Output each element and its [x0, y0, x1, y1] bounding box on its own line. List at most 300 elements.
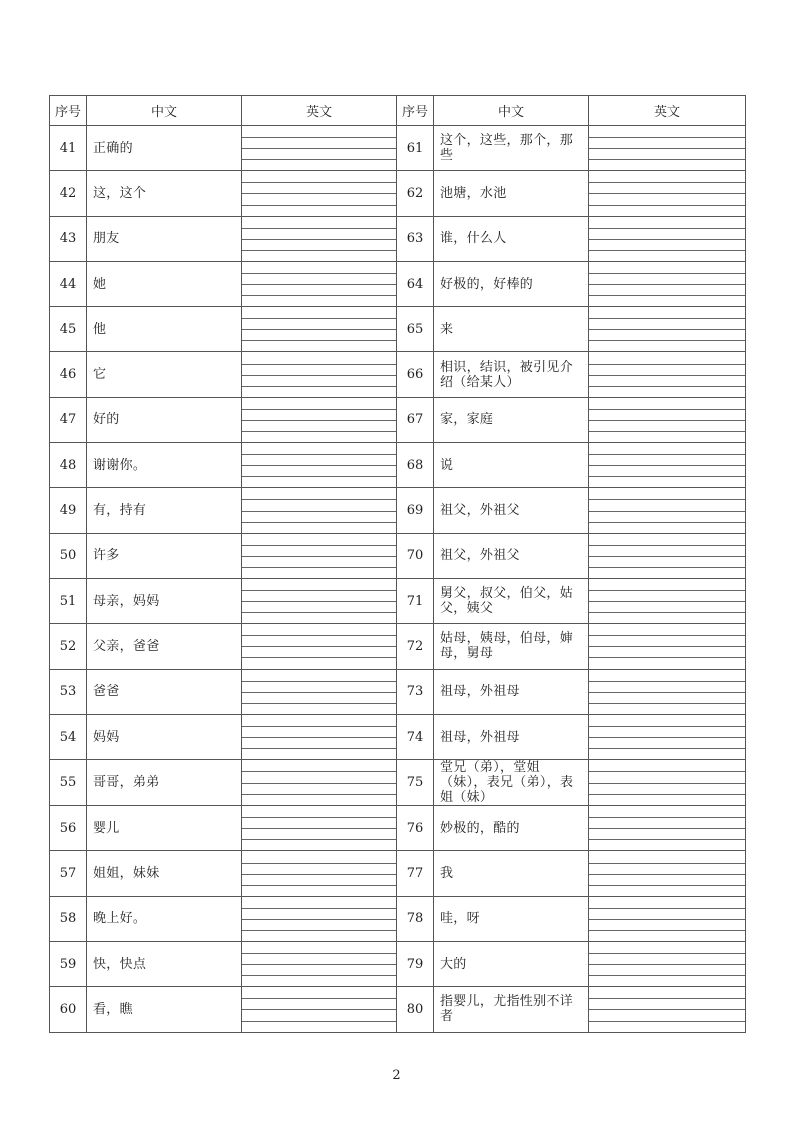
writing-lines: [242, 307, 396, 351]
writing-lines: [242, 897, 396, 941]
writing-lines: [242, 262, 396, 306]
entry-number: 74: [397, 714, 434, 759]
entry-english-blank[interactable]: [242, 714, 397, 759]
writing-line: [242, 431, 396, 432]
writing-line: [589, 703, 745, 704]
writing-line: [242, 953, 396, 954]
entry-english-blank[interactable]: [589, 443, 746, 488]
writing-line: [589, 386, 745, 387]
entry-chinese: 母亲，妈妈: [87, 578, 242, 623]
writing-lines: [242, 670, 396, 714]
entry-chinese: 哇，呀: [434, 896, 589, 941]
writing-line: [242, 590, 396, 591]
entry-english-blank[interactable]: [589, 352, 746, 397]
entry-number: 66: [397, 352, 434, 397]
writing-line: [242, 340, 396, 341]
writing-line: [589, 635, 745, 636]
table-row: [50, 578, 746, 623]
writing-lines: [242, 443, 396, 487]
writing-line: [589, 465, 745, 466]
writing-line: [242, 522, 396, 523]
entry-chinese: 他: [87, 307, 242, 352]
entry-english-blank[interactable]: [589, 216, 746, 261]
entry-chinese: 祖父，外祖父: [434, 533, 589, 578]
writing-line: [589, 919, 745, 920]
page-number: 2: [392, 1068, 401, 1083]
entry-english-blank[interactable]: [242, 987, 397, 1032]
entry-english-blank[interactable]: [242, 760, 397, 806]
writing-line: [589, 783, 745, 784]
writing-line: [589, 1021, 745, 1022]
writing-lines: [589, 217, 745, 261]
entry-chinese: 指婴儿，尤指性别不详者: [434, 987, 589, 1032]
writing-line: [242, 159, 396, 160]
writing-line: [242, 420, 396, 421]
writing-line: [242, 908, 396, 909]
writing-lines: [242, 534, 396, 578]
writing-line: [242, 239, 396, 240]
writing-line: [589, 409, 745, 410]
header-english-right: 英文: [589, 96, 746, 126]
writing-line: [589, 228, 745, 229]
entry-english-blank[interactable]: [589, 261, 746, 306]
writing-lines: [242, 488, 396, 532]
entry-number: 64: [397, 261, 434, 306]
entry-number: 62: [397, 171, 434, 216]
entry-number: 73: [397, 669, 434, 714]
entry-chinese: 相识，结识，被引见介绍（给某人）: [434, 352, 589, 397]
entry-number: 57: [50, 851, 87, 896]
entry-english-blank[interactable]: [242, 669, 397, 714]
header-chinese-left: 中文: [87, 96, 242, 126]
writing-line: [242, 748, 396, 749]
writing-lines: [589, 307, 745, 351]
table-row: [50, 806, 746, 851]
entry-english-blank[interactable]: [242, 261, 397, 306]
entry-chinese: 这个，这些，那个，那些: [434, 126, 589, 171]
vocabulary-table: [49, 95, 746, 1033]
table-row: [50, 126, 746, 171]
writing-line: [242, 601, 396, 602]
entry-english-blank[interactable]: [589, 714, 746, 759]
entry-chinese: 堂兄（弟），堂姐（妹），表兄（弟），表姐（妹）: [434, 760, 589, 806]
writing-lines: [242, 171, 396, 215]
writing-line: [589, 148, 745, 149]
writing-lines: [242, 126, 396, 170]
writing-line: [589, 863, 745, 864]
writing-line: [242, 454, 396, 455]
table-row: [50, 397, 746, 442]
table-row: [50, 624, 746, 669]
table-row: [50, 443, 746, 488]
header-number-left: 序号: [50, 96, 87, 126]
table-row: [50, 533, 746, 578]
writing-line: [242, 1009, 396, 1010]
table-row: [50, 171, 746, 216]
writing-line: [242, 465, 396, 466]
writing-line: [589, 657, 745, 658]
entry-english-blank[interactable]: [589, 669, 746, 714]
entry-chinese: 有，持有: [87, 488, 242, 533]
table-row: [50, 851, 746, 896]
entry-chinese: 晚上好。: [87, 896, 242, 941]
writing-lines: [589, 670, 745, 714]
entry-number: 77: [397, 851, 434, 896]
entry-chinese: 说: [434, 443, 589, 488]
writing-line: [589, 522, 745, 523]
entry-number: 42: [50, 171, 87, 216]
writing-line: [589, 250, 745, 251]
entry-chinese: 许多: [87, 533, 242, 578]
entry-english-blank[interactable]: [242, 488, 397, 533]
entry-chinese: 谁，什么人: [434, 216, 589, 261]
writing-line: [589, 885, 745, 886]
writing-line: [589, 839, 745, 840]
writing-line: [589, 340, 745, 341]
writing-line: [589, 726, 745, 727]
writing-line: [589, 375, 745, 376]
entry-number: 52: [50, 624, 87, 669]
table-row: [50, 488, 746, 533]
writing-line: [242, 137, 396, 138]
entry-number: 48: [50, 443, 87, 488]
writing-lines: [589, 488, 745, 532]
entry-chinese: 舅父，叔父，伯父，姑父，姨父: [434, 578, 589, 623]
entry-chinese: 朋友: [87, 216, 242, 261]
writing-line: [589, 318, 745, 319]
entry-number: 56: [50, 806, 87, 851]
writing-lines: [242, 398, 396, 442]
writing-line: [589, 295, 745, 296]
writing-line: [242, 567, 396, 568]
entry-chinese: 这，这个: [87, 171, 242, 216]
writing-line: [242, 737, 396, 738]
table-row: [50, 987, 746, 1032]
entry-chinese: 家，家庭: [434, 397, 589, 442]
entry-number: 79: [397, 942, 434, 987]
entry-number: 70: [397, 533, 434, 578]
table-row: [50, 942, 746, 987]
entry-english-blank[interactable]: [589, 624, 746, 669]
writing-line: [589, 205, 745, 206]
writing-lines: [242, 851, 396, 895]
entry-number: 49: [50, 488, 87, 533]
entry-english-blank[interactable]: [242, 942, 397, 987]
entry-number: 41: [50, 126, 87, 171]
writing-lines: [589, 534, 745, 578]
entry-chinese: 看，瞧: [87, 987, 242, 1032]
writing-line: [589, 930, 745, 931]
entry-number: 63: [397, 216, 434, 261]
entry-english-blank[interactable]: [589, 488, 746, 533]
entry-chinese: 姑母，姨母，伯母，婶母，舅母: [434, 624, 589, 669]
writing-line: [589, 329, 745, 330]
entry-chinese: 好的: [87, 397, 242, 442]
table-body: [50, 126, 746, 1033]
writing-line: [589, 601, 745, 602]
entry-chinese: 她: [87, 261, 242, 306]
entry-number: 80: [397, 987, 434, 1032]
writing-line: [589, 284, 745, 285]
writing-lines: [589, 806, 745, 850]
writing-line: [589, 273, 745, 274]
entry-english-blank[interactable]: [242, 307, 397, 352]
entry-chinese: 哥哥，弟弟: [87, 760, 242, 806]
entry-english-blank[interactable]: [589, 806, 746, 851]
entry-chinese: 快，快点: [87, 942, 242, 987]
writing-lines: [589, 987, 745, 1031]
writing-lines: [589, 624, 745, 668]
writing-line: [589, 420, 745, 421]
writing-lines: [242, 352, 396, 396]
writing-line: [589, 545, 745, 546]
writing-lines: [589, 262, 745, 306]
writing-line: [589, 681, 745, 682]
table-row: [50, 216, 746, 261]
writing-lines: [242, 217, 396, 261]
writing-line: [589, 964, 745, 965]
writing-line: [242, 273, 396, 274]
entry-english-blank[interactable]: [589, 171, 746, 216]
entry-chinese: 大的: [434, 942, 589, 987]
entry-number: 55: [50, 760, 87, 806]
writing-line: [589, 137, 745, 138]
writing-line: [242, 657, 396, 658]
entry-english-blank[interactable]: [242, 443, 397, 488]
writing-lines: [242, 806, 396, 850]
writing-line: [242, 726, 396, 727]
writing-line: [589, 454, 745, 455]
entry-english-blank[interactable]: [589, 987, 746, 1032]
entry-number: 75: [397, 760, 434, 806]
writing-line: [242, 228, 396, 229]
writing-line: [242, 930, 396, 931]
writing-line: [589, 692, 745, 693]
writing-line: [242, 612, 396, 613]
writing-lines: [589, 352, 745, 396]
writing-line: [242, 646, 396, 647]
writing-line: [242, 817, 396, 818]
table-row: [50, 352, 746, 397]
writing-line: [242, 409, 396, 410]
writing-lines: [242, 579, 396, 623]
writing-lines: [242, 624, 396, 668]
writing-line: [589, 748, 745, 749]
writing-line: [242, 295, 396, 296]
entry-number: 50: [50, 533, 87, 578]
writing-line: [242, 182, 396, 183]
writing-line: [242, 499, 396, 500]
writing-line: [589, 476, 745, 477]
writing-line: [242, 511, 396, 512]
writing-line: [242, 386, 396, 387]
writing-lines: [589, 126, 745, 170]
entry-chinese: 祖母，外祖母: [434, 714, 589, 759]
writing-line: [589, 771, 745, 772]
writing-line: [242, 635, 396, 636]
entry-chinese: 妈妈: [87, 714, 242, 759]
writing-line: [589, 874, 745, 875]
entry-chinese: 池塘，水池: [434, 171, 589, 216]
writing-line: [242, 148, 396, 149]
writing-line: [589, 612, 745, 613]
entry-english-blank[interactable]: [589, 896, 746, 941]
writing-line: [242, 703, 396, 704]
entry-number: 58: [50, 896, 87, 941]
writing-line: [242, 476, 396, 477]
entry-chinese: 它: [87, 352, 242, 397]
writing-line: [589, 590, 745, 591]
writing-line: [589, 646, 745, 647]
writing-line: [589, 364, 745, 365]
writing-lines: [242, 987, 396, 1031]
writing-line: [242, 1021, 396, 1022]
writing-lines: [589, 579, 745, 623]
table-row: [50, 896, 746, 941]
entry-english-blank[interactable]: [589, 578, 746, 623]
entry-chinese: 正确的: [87, 126, 242, 171]
writing-line: [242, 771, 396, 772]
entry-number: 60: [50, 987, 87, 1032]
entry-number: 68: [397, 443, 434, 488]
entry-number: 59: [50, 942, 87, 987]
writing-line: [242, 681, 396, 682]
entry-english-blank[interactable]: [242, 352, 397, 397]
entry-chinese: 姐姐，妹妹: [87, 851, 242, 896]
header-number-right: 序号: [397, 96, 434, 126]
writing-line: [242, 794, 396, 795]
writing-line: [242, 318, 396, 319]
writing-line: [589, 975, 745, 976]
writing-line: [589, 499, 745, 500]
entry-number: 78: [397, 896, 434, 941]
writing-line: [589, 239, 745, 240]
header-english-left: 英文: [242, 96, 397, 126]
writing-lines: [589, 398, 745, 442]
entry-number: 69: [397, 488, 434, 533]
writing-line: [589, 737, 745, 738]
writing-line: [242, 364, 396, 365]
writing-lines: [589, 760, 745, 805]
table-row: [50, 307, 746, 352]
entry-number: 72: [397, 624, 434, 669]
entry-chinese: 祖父，外祖父: [434, 488, 589, 533]
entry-number: 71: [397, 578, 434, 623]
entry-english-blank[interactable]: [242, 896, 397, 941]
entry-number: 46: [50, 352, 87, 397]
writing-line: [589, 1009, 745, 1010]
entry-number: 45: [50, 307, 87, 352]
entry-number: 67: [397, 397, 434, 442]
writing-line: [242, 692, 396, 693]
entry-number: 65: [397, 307, 434, 352]
writing-line: [589, 431, 745, 432]
writing-line: [589, 556, 745, 557]
writing-line: [589, 193, 745, 194]
entry-number: 54: [50, 714, 87, 759]
table-row: [50, 669, 746, 714]
entry-english-blank[interactable]: [589, 533, 746, 578]
writing-line: [242, 329, 396, 330]
entry-english-blank[interactable]: [242, 578, 397, 623]
table-row: [50, 760, 746, 806]
entry-chinese: 祖母，外祖母: [434, 669, 589, 714]
writing-lines: [589, 171, 745, 215]
entry-english-blank[interactable]: [589, 942, 746, 987]
writing-line: [589, 828, 745, 829]
entry-number: 44: [50, 261, 87, 306]
entry-chinese: 爸爸: [87, 669, 242, 714]
entry-english-blank[interactable]: [589, 126, 746, 171]
entry-chinese: 好极的，好棒的: [434, 261, 589, 306]
entry-number: 53: [50, 669, 87, 714]
writing-lines: [242, 715, 396, 759]
header-chinese-right: 中文: [434, 96, 589, 126]
table-row: [50, 714, 746, 759]
entry-chinese: 我: [434, 851, 589, 896]
entry-english-blank[interactable]: [589, 307, 746, 352]
entry-chinese: 妙极的，酷的: [434, 806, 589, 851]
entry-english-blank[interactable]: [242, 851, 397, 896]
writing-line: [242, 545, 396, 546]
writing-line: [242, 193, 396, 194]
entry-number: 51: [50, 578, 87, 623]
entry-english-blank[interactable]: [242, 171, 397, 216]
entry-english-blank[interactable]: [242, 397, 397, 442]
entry-english-blank[interactable]: [589, 397, 746, 442]
writing-line: [242, 556, 396, 557]
entry-chinese: 来: [434, 307, 589, 352]
writing-line: [242, 783, 396, 784]
writing-line: [242, 919, 396, 920]
writing-line: [589, 817, 745, 818]
writing-lines: [242, 942, 396, 986]
writing-line: [242, 975, 396, 976]
writing-line: [242, 964, 396, 965]
entry-number: 43: [50, 216, 87, 261]
entry-chinese: 父亲，爸爸: [87, 624, 242, 669]
writing-line: [589, 794, 745, 795]
entry-number: 61: [397, 126, 434, 171]
entry-english-blank[interactable]: [589, 760, 746, 806]
writing-line: [242, 828, 396, 829]
writing-lines: [589, 715, 745, 759]
entry-chinese: 谢谢你。: [87, 443, 242, 488]
writing-line: [242, 863, 396, 864]
table-row: [50, 261, 746, 306]
writing-line: [242, 205, 396, 206]
entry-english-blank[interactable]: [242, 533, 397, 578]
entry-number: 47: [50, 397, 87, 442]
writing-line: [242, 250, 396, 251]
writing-line: [589, 908, 745, 909]
entry-english-blank[interactable]: [242, 624, 397, 669]
entry-english-blank[interactable]: [242, 216, 397, 261]
writing-lines: [589, 942, 745, 986]
writing-lines: [589, 443, 745, 487]
entry-number: 76: [397, 806, 434, 851]
writing-line: [242, 839, 396, 840]
writing-line: [242, 885, 396, 886]
table-header-row: [50, 96, 746, 126]
writing-line: [589, 182, 745, 183]
entry-english-blank[interactable]: [242, 126, 397, 171]
entry-english-blank[interactable]: [242, 806, 397, 851]
writing-lines: [589, 851, 745, 895]
writing-line: [242, 874, 396, 875]
entry-english-blank[interactable]: [589, 851, 746, 896]
writing-line: [589, 567, 745, 568]
